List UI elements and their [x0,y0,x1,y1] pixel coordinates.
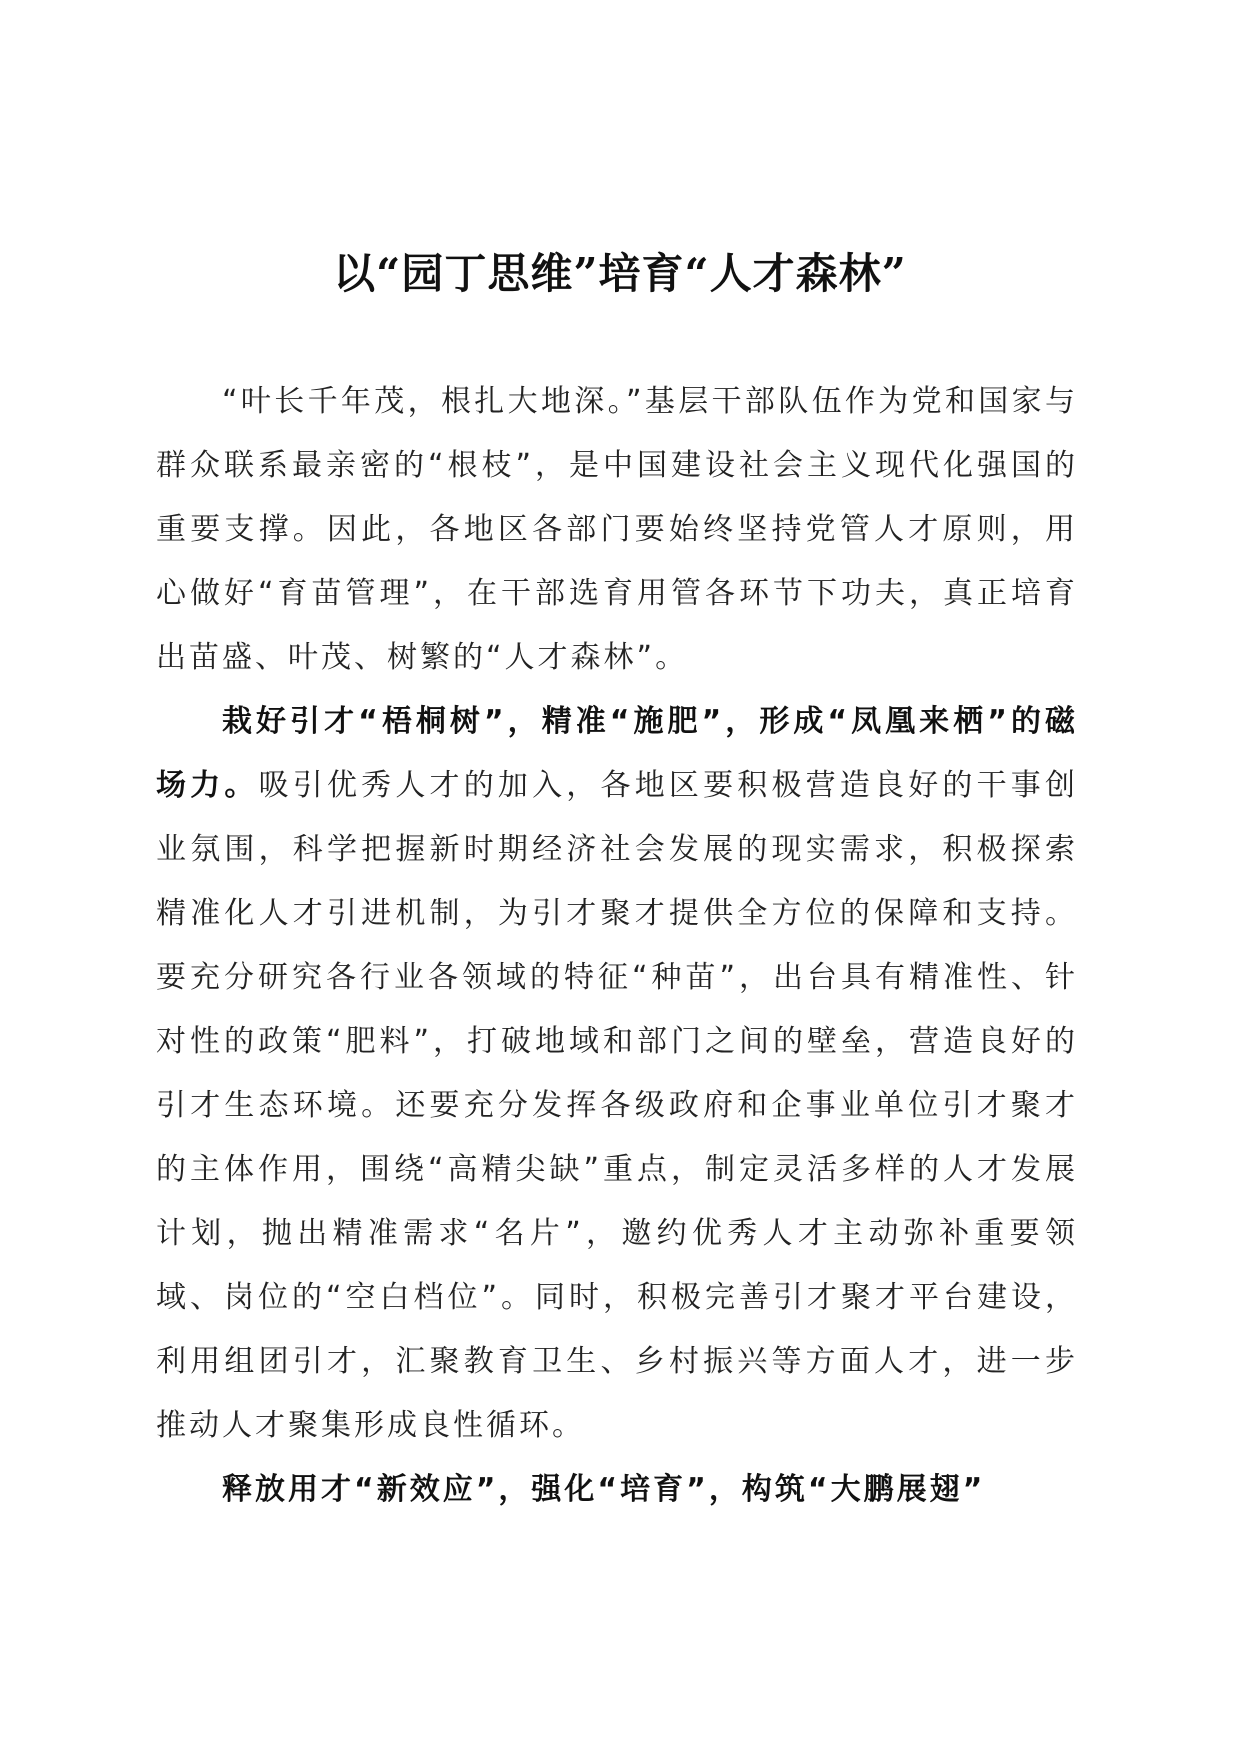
paragraph-intro [156,370,1078,690]
paragraph-talent-usage [156,1458,1078,1522]
paragraph-text: 吸引优秀人才的加入，各地区要积极营造良好的干事创业氛围，科学把握新时期经济社会发展的现实需求，积极探索精准化人才引进机制，为引才聚才提供全方位的保障和支持。要充分研究各行业各领域的特征“种苗”，出台具有精准性、针对性的政策“肥料”，打破地域和部门之间的壁垒，营造良好的引才生态环境。还要充分发挥各级政府和企事业单位引才聚才的主体作用，围绕“高精尖缺”重点，制定灵活多样的人才发展计划，抛出精准需求“名片”，邀约优秀人才主动弥补重要领域、岗位的“空白档位”。同时，积极完善引才聚才平台建设，利用组团引才，汇聚教育卫生、乡村振兴等方面人才，进一步推动人才聚集形成良性循环。 [156,768,1079,1443]
article-title: 以“园丁思维”培育“人才森林” [333,249,907,298]
paragraph-talent-attraction [156,690,1078,1458]
paragraph-text: “叶长千年茂，根扎大地深。”基层干部队伍作为党和国家与群众联系最亲密的“根枝”，是中国建设社会主义现代化强国的重要支撑。因此，各地区各部门要始终坚持党管人才原则，用心做好“育苗管理”，在干部选育用管各环节下功夫，真正培育出苗盛、叶茂、树繁的“人才森林”。 [156,384,1078,675]
article-body [156,370,1078,1522]
paragraph-lead-heading: 栽好引才“梧桐树”，精准“施肥”，形成“凤凰来栖”的磁场力。 [156,704,1078,803]
paragraph-lead-heading: 释放用才“新效应”，强化“培育”，构筑“大鹏展翅” [222,1472,986,1507]
